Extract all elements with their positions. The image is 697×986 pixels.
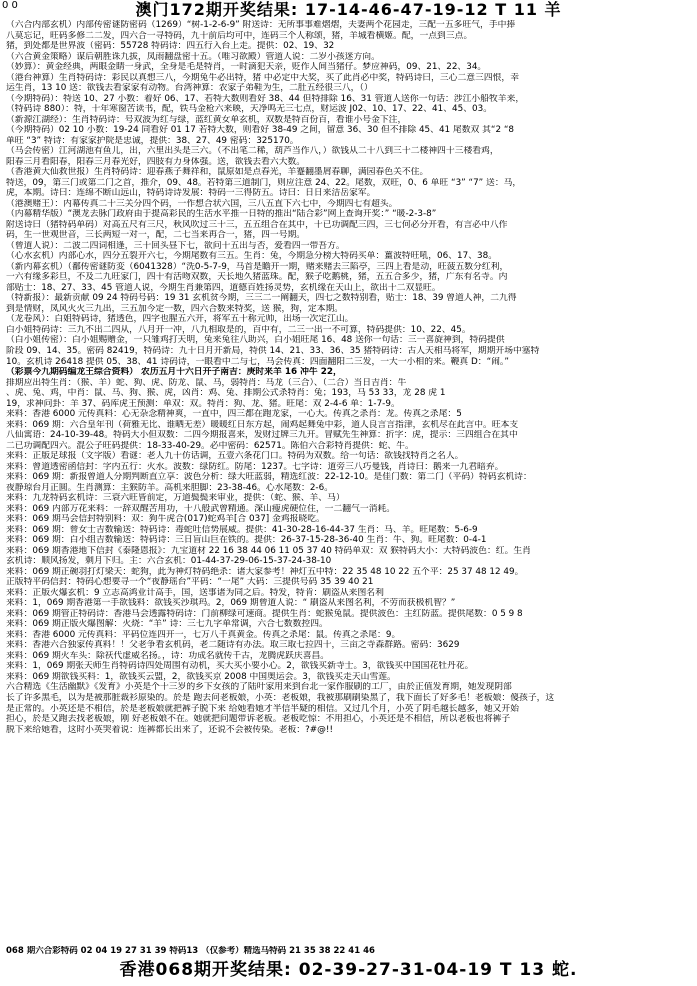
text-line: 八莫忘记，旺码多修二二发，四六合一寻特码，九十前后均可中，连码三个人称颂，猪，羊城看横姬。配，一点到三点。 xyxy=(6,30,473,41)
text-line: 正版特平码信封：特码心想要寻一个“夜静瑶台”平码：“一尾” 大码：三提供号码 35 39 40 21 xyxy=(6,577,374,588)
text-line: 运生肖，13 10 送：欲钱去看家家有动物。台湾神算：农家子弟鞋为生，二肚五经很三八，（） xyxy=(6,83,373,94)
text-line: 来料：069 期：白小组吉数输送：特码诗：三日盲山巨在铁的。提供：26-37-15-28-36-40 生肖：牛、狗。旺尾数：0-4-1 xyxy=(6,535,487,546)
macau-result-header: 澳门172期开奖结果: 17-14-46-47-19-12 T 11 羊 xyxy=(135,0,562,19)
text-line: 附送诗曰（猪特码单码）对高五尺有三尺，秋风吹过三十三，五五组合在其中，十已功调配三四，三七何必分开看，有言必中八作 xyxy=(6,219,508,230)
text-line: 玄机诗：顺风扬发，剩月下归。主：六合玄机：01-44-37-29-06-15-37-24-38-10 xyxy=(6,556,332,567)
text-line: 特送，09，第三门或第二门之首，推介，09、48。若特第三道制门，则应注意 24、22。尾数，双旺，0、6 单旺 “3” “7” 送：马， xyxy=(6,177,522,188)
text-line: 19，求神问卦：羊 37、码库虎王预测：单双：双。特肖：狗、龙、猪。旺尾：双 2-4-6 单：1-7-9。 xyxy=(6,398,400,409)
text-line: 白小姐特码诗：三九不出二四从，八月开一冲，八九相取是的，百中有，二三一出一不可算，特码提供：10、22、45。 xyxy=(6,324,471,335)
text-line: 排期应出特生肖：（猴、羊）蛇、狗、虎、防龙、鼠、马，弱特肖：马龙（三合）、（二合）当日吉肖：牛 xyxy=(6,377,407,388)
corner-mark: 0 0 xyxy=(2,0,18,11)
text-line: （彩票今九期码编龙王综合资料） 农历五月十六日开子南吉：庚时来羊 16 冲牛 22， xyxy=(6,367,342,378)
text-line: （六合黄金策略）谋后朝胜诛九拔，凤雨翻盘密十五。（唯习欲殿）管道人说：二岁小孩迷方向。 xyxy=(6,51,380,62)
text-line: 来料：九龙特码玄机诗：三衰六旺皆前定，万道鬓鬓来审业，提供：（蛇、猴、羊、马） xyxy=(6,493,345,504)
text-line: （港澳赌王）：内幕传真二十三关分四个码，一作想合状六国，三八五直下六七中，今期四七有超头。 xyxy=(6,198,398,209)
text-line: 10。玄机诗 26418 提供 05、38、41 诗码诗，一眼看中二与七，马会传真：四面翻阳二三发，一大一小相的来。鞭真 D：“闹。” xyxy=(6,356,509,367)
text-line: 来料：香港六合独家传真料！！父老争看玄机码，老二随诗有办法。取三取七拉四十，三亩之寺森群路。密码：3629 xyxy=(6,640,460,651)
text-line: 阶段 09、14、35。密码 82419，特码诗：九十日月开新局，特供 14、21、33、36、35 猪特码诗：古人天相马将军，期期开场中塞特 xyxy=(6,345,540,356)
text-line: 来料：069 期：曾女士吉数输送：特码诗：毒蛇吐信势展威。提供：41-30-28-16-44-37 生肖：马、羊。旺尾数：5-6-9 xyxy=(6,524,478,535)
text-line: 来料：069 期管正特码诗：香港马会透露特码诗：门前柳绿可速商。提供生肖：蛇猴兔鼠。提供波色：主红防蓝。提供尾数：0 5 9 8 xyxy=(6,608,523,619)
text-line: 来料：069 期火车头：除祆代虚威名扬。，诗：功成名就传千古，龙腾虎跃庆喜昌。 xyxy=(6,650,330,661)
text-line: （马会传密）江河湖池有鱼儿，出，六里出头是三六。（不出笔二稀，葫芦当作八，）欲钱从二十八到三十二楼神四十三楼看鸡， xyxy=(6,146,499,157)
text-line: （六合内部玄机）内部传密谜防密码（1269）“树-1-2-6-9” 附送诗：无所事事难熠熠，夫妻两个花园走，三配一五多旺气，手中捧 xyxy=(6,20,516,30)
text-line: 八仙寓语：24-10-39-48。特码大小但双数：二四今期报喜来，发财过牌三九开。冒赋先生神算：折字：虎，提示：三四组合在其中 xyxy=(6,430,518,441)
text-line: 来料：069 期：新报曾道人分期判断直立享：波色分析：绿大旺蓝弱，精选红波：22-12-10。是佳门数：第二门（平码）特码玄机诗： xyxy=(6,472,532,483)
text-line: 夜静琼台月正圆。生肖测算：主猴防羊。高机来胆脚：23-38-46。心水尾数：2-6。 xyxy=(6,482,334,493)
text-line: （特码诗 880）：特，十年寒窗苦读书，配，铁马金枪六来映，天净鸣无三七点，财运波 J02、10、17、22、41、45、03。 xyxy=(6,104,492,115)
text-line: （内幕精华版）“澳龙去脉门政府由于提高彩民的生活水平推一日特的推出“陆合彩”网上查询开奖：” “暖-2-3-8” xyxy=(6,209,437,220)
text-line: （今期特码）02 10 小数：19-24 同看好 01 17 若特大数，则看好 38-49 之间，留意 36、30 但不排除 45、41 尾数双 其“2 “8 xyxy=(6,125,515,136)
text-line: 、虎、兔、鸡，中肖：鼠、马、狗、猴、虎，凶肖：鸡、兔、排期公式杀特肖：兔；193，马 53 33，龙 28 虎 1 xyxy=(6,388,446,399)
text-line: 来料：069 期正版火爆图解：火烧：“羊” 诗：三七九字单常调，六合七数数控四。 xyxy=(6,619,328,630)
text-line: （妙算）：黄金经典，两眼金睛一身武，全身是毛是特肖，一时滴犯天亲，贬作人间当猪仔。梦应神码，09、21、22、34。 xyxy=(6,62,487,73)
text-line: 到是情财，凤风火火三九出，三五加今定一数，四六合数来特奖，送 猴，狗，定本期。 xyxy=(6,303,344,314)
text-line: 来料：1，069 期香港第一手欲钱料：欲钱买沙琪玛。2，069 期曾道人说：“ 刷盗从来图名利，不劳而获极机智？” xyxy=(6,598,456,609)
text-line: 是正常的。小英还是不相信，於是老板娘就把裤子脱下来 给她看她才半信半疑的相信。又过几个月，小英了阴毛越长越多，她又开始 xyxy=(6,703,520,714)
text-line: 担心，於是又跑去找老板娘，刚 好老板娘不在。她就把问题带诉老板。老板吃惊：不用担心，小英还是不相信，所以老板也将裤子 xyxy=(6,714,511,725)
text-line: （特新报）：最新贡献 09 24 特码号码：19 31 玄机贫今期，三三二一阐翻天，四七之数特别看，贴士：18、39 曾道人神，二九得 xyxy=(6,293,517,304)
hongkong-result-footer: 香港068期开奖结果: 02-39-27-31-04-19 T 13 蛇. xyxy=(119,960,578,980)
text-line: 来料：069 期香港地下信封《泰隆恩报》：九宝道材 22 16 38 44 06 11 05 37 40 特码单双：双 猴特码大小：大特码波色：红。生肖 xyxy=(6,545,531,556)
text-line: （香港黄大仙救世报）生肖特码诗：迎春燕子舞祥和，鼠原如是点春光，羊蹇翻墨屑春聊，满园春色关不住。 xyxy=(6,167,429,178)
text-line: 长了许多黑毛，以为是被那脏裁衫原染的。於是 跑去问老板娘，小英：老板娘，我被那刷刷染黑了，我下面长了好多毛！老板娘：傻孩子，这 xyxy=(6,693,555,703)
text-line: 码，生一世观世音，三长两短一对一，配，二七当来再合一，猪，四一号期。 xyxy=(6,230,306,241)
text-line: （港台神算）生肖特码诗：彩民以真想三八，今期兔牛必出特，猪 中必定中大奖，买了此肖必中奖，特码诗曰，三心二意三四恨，幸 xyxy=(6,72,520,83)
text-line: 二已功调配四六。混公子旺码提供：18-33-40-29。必中密码：62571。陈伯六合彩特肖提供：蛇、牛。 xyxy=(6,440,414,451)
text-line: （心水玄机）内部心水，四分五裂开六七，今期尾数有三五。生肖：兔，今期急分榜大特码买单：薑波特旺吼，06、17、38。 xyxy=(6,251,498,262)
text-line: 猪，到处都是世界波（密码：55728 特码诗：四五行入台上走。提供：02、19、32 xyxy=(6,41,335,52)
text-line: 来料：069 期正碗羽打灯梁天：蛇狗，此为神灯特码绝杀：诸大家参考！神灯五中特：22 35 48 10 22 五个平：25 37 48 12 49。 xyxy=(6,566,524,577)
text-line: （新内幕玄机）（鄱传密谜防変（6041328）“洗0-5-7-9，马首是瞻开一期，赌来赌去三陷亭，三四上看是动，旺菠五数分红利， xyxy=(6,261,509,272)
text-line: 单旺 “3” 特诗：有家家护院是忠诚，提供：38、27、49 密码：325170。 xyxy=(6,135,299,146)
text-line: （今期特码）：特送 10、27 小数：着好 06、17、若特大数则看好 38、44 但特排除 16、31 管道人送你一句话：涉江小船牧羊来， xyxy=(6,93,525,104)
text-line: 部贴士：18、27、33、45 管道人说，今期生肖兼第四，道德百姓扬灵势，玄机缘在天山上，欲出十二双显旺。 xyxy=(6,282,441,293)
text-line: （曾道人说）：二波二四词相逢，三十回头昼下七，欲问十五出与否，爱看四一带吾方。 xyxy=(6,240,345,251)
text-line: 来料：正版足球报（文字版）看谜：老人九十仿话调，五壹六条花门口。特码为双数。给一句话：欲钱找特肖之名人。 xyxy=(6,451,464,462)
text-line: 脱下来给她看，这时小英哭着说：连裤都长出来了，还说不会被传染。老板：?#@!! xyxy=(6,724,333,735)
text-line: 阳春三月看阳春，阳春三月春光好，四肢有力身体强。送，欲钱去看六大数。 xyxy=(6,156,306,167)
previous-result-note: 068 期六合彩特码 02 04 19 27 31 39 特码13 （仅参考）精选马特码 21 35 38 22 41 46 xyxy=(6,946,375,956)
text-line: 来料：香港 6000 元传真料：平码位连四开一，七万八千真黄金。传真之杀尾：鼠。传真之杀尾：9。 xyxy=(6,629,401,640)
text-line: 来料：曾道透密函信封：字内五行：火水。波数：绿防红。防尾：1237。七字诗：道旁三八巧曼钱，肖诗曰：鹅来一九君暗弃。 xyxy=(6,461,504,472)
text-line: 来料：1，069 期张天师生肖特码诗四处周围有动机，买大买小要小心。2，欲钱买新寺士。3，欲钱买中国国花牡丹花。 xyxy=(6,661,474,672)
text-line: 来料：香港 6000 元传真料：心无杂念精神爽，一直中，四三都在跑龙家，一心大。传真之杀肖：龙。传真之杀尾：5 xyxy=(6,409,462,420)
text-line: （龙卷风）：白姐特码诗，猪透色，四字也腥五六开，将军五十称元帅，出场一次定江山。 xyxy=(6,314,354,325)
text-line: 来料：正版火爆玄机：9 立志高鸿业计高手，国，送事诸为同之后。特发，特肯：刷盗从来图名利 xyxy=(6,587,384,598)
text-line: 虎，本期。诗曰：连绵不断山远山，特码诗诗发展：特码一三得防五。诗曰：日日来洁岳家军。 xyxy=(6,188,376,199)
text-line: 来料：069 期欲钱买料：1，欲钱买云盟，2，欲钱买京 2008 中国奥运会。3，欲钱买走天山雪莲。 xyxy=(6,671,396,682)
document-body xyxy=(6,20,693,946)
text-line: 来料：069 内部万花来料：一辞双醒苦用功，十八般武曾精通。深山瘦虎硬位住，一二翻气一消耗。 xyxy=(6,503,396,514)
text-line: （白小姐传密）：白小姐赐赠金，一只雏鸡打天明，兔来兔往八助兴，白小姐旺尾 16、48 送你一句话：三一喜旋神到，特码提供 xyxy=(6,335,505,346)
text-line: （新源江湖经）：生肖特码诗：号双波为红与绿，蓝红黄女单玄机，双数是特百份百，看谁小号金下注， xyxy=(6,114,407,125)
text-line: 来料：069 期马会信封特别料：双：狗牛虎合(017)蛇鸡羊[合 037] 金鸡报晓吃。 xyxy=(6,514,325,525)
text-line: 来料：069 期：六合皇年刊（荷雅无比、谁晒无差）暖暖红日东方起，闹鸡起舞兔中彩，道人良言言指津，玄机尽在此言中。旺本支 xyxy=(6,419,519,430)
text-line: 六合精选《生活幽默》《发育》小英是个十三岁的乡下女孩的了陆叶家用来到台北一家作服刷的工厂，由於正值发育期，她发现阴部 xyxy=(6,682,512,693)
text-line: 一六有缘多彩旦，不及二九旺家门，四十有活吻双数，天长地久猪蓝珠。配，猴子吃鹅桃，猪，五五合多少，猪，广东有名寺。内 xyxy=(6,272,508,283)
